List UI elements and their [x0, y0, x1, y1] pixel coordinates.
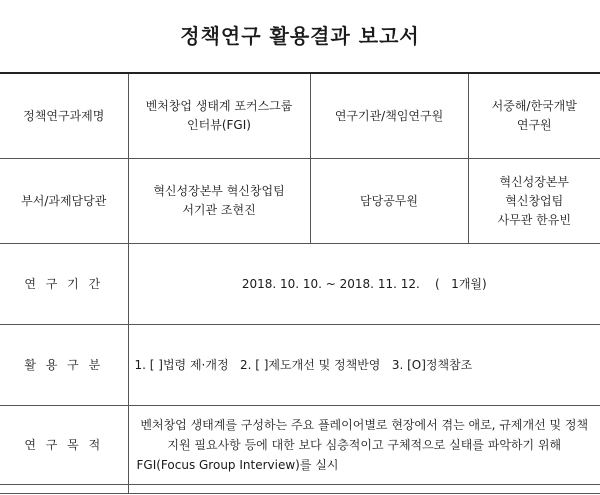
continued-cell-left	[0, 485, 128, 494]
official-value-line1: 혁신성장본부	[499, 174, 570, 189]
institution-value	[468, 73, 600, 159]
period-label: 연 구 기 간	[0, 244, 128, 325]
table-row-period	[0, 244, 600, 325]
dept-value	[128, 159, 310, 244]
dept-value-line1: 혁신성장본부 혁신창업팀	[153, 184, 285, 198]
report-table	[0, 72, 600, 494]
official-value	[468, 159, 600, 244]
dept-value-line2: 서기관 조현진	[182, 203, 256, 217]
purpose-value: 벤처창업 생태계를 구성하는 주요 플레이어별로 현장에서 겪는 애로, 규제개선 및 정책지원 필요사항 등에 대한 보다 심층적이고 구체적으로 실태를 파악하기 위해 FGI(Focus Group Interview)를 실시	[128, 406, 600, 485]
subject-label: 정책연구과제명	[0, 73, 128, 159]
subject-value	[128, 73, 310, 159]
usage-value: 1. [ ]법령 제·개정 2. [ ]제도개선 및 정책반영 3. [O]정책참조	[128, 325, 600, 406]
document-title: 정책연구 활용결과 보고서	[180, 24, 420, 48]
official-value-line3: 사무관 한유빈	[497, 212, 571, 227]
table-row-continued	[0, 485, 600, 494]
official-label: 담당공무원	[310, 159, 468, 244]
subject-value-line1: 벤처창업 생태계 포커스그룹	[145, 99, 293, 113]
institution-label: 연구기관/책임연구원	[310, 73, 468, 159]
subject-value-line2: 인터뷰(FGI)	[187, 118, 251, 132]
dept-label: 부서/과제담당관	[0, 159, 128, 244]
purpose-label: 연 구 목 적	[0, 406, 128, 485]
usage-label: 활 용 구 분	[0, 325, 128, 406]
institution-value-line1: 서중해/한국개발	[491, 99, 577, 113]
period-value: 2018. 10. 10. ~ 2018. 11. 12. ( 1개월)	[128, 244, 600, 325]
table-row-subject	[0, 73, 600, 159]
table-row-purpose	[0, 406, 600, 485]
table-row-usage	[0, 325, 600, 406]
institution-value-line2: 연구원	[516, 118, 552, 132]
official-value-line2: 혁신창업팀	[505, 193, 564, 208]
continued-cell-right	[128, 485, 600, 494]
table-row-dept	[0, 159, 600, 244]
